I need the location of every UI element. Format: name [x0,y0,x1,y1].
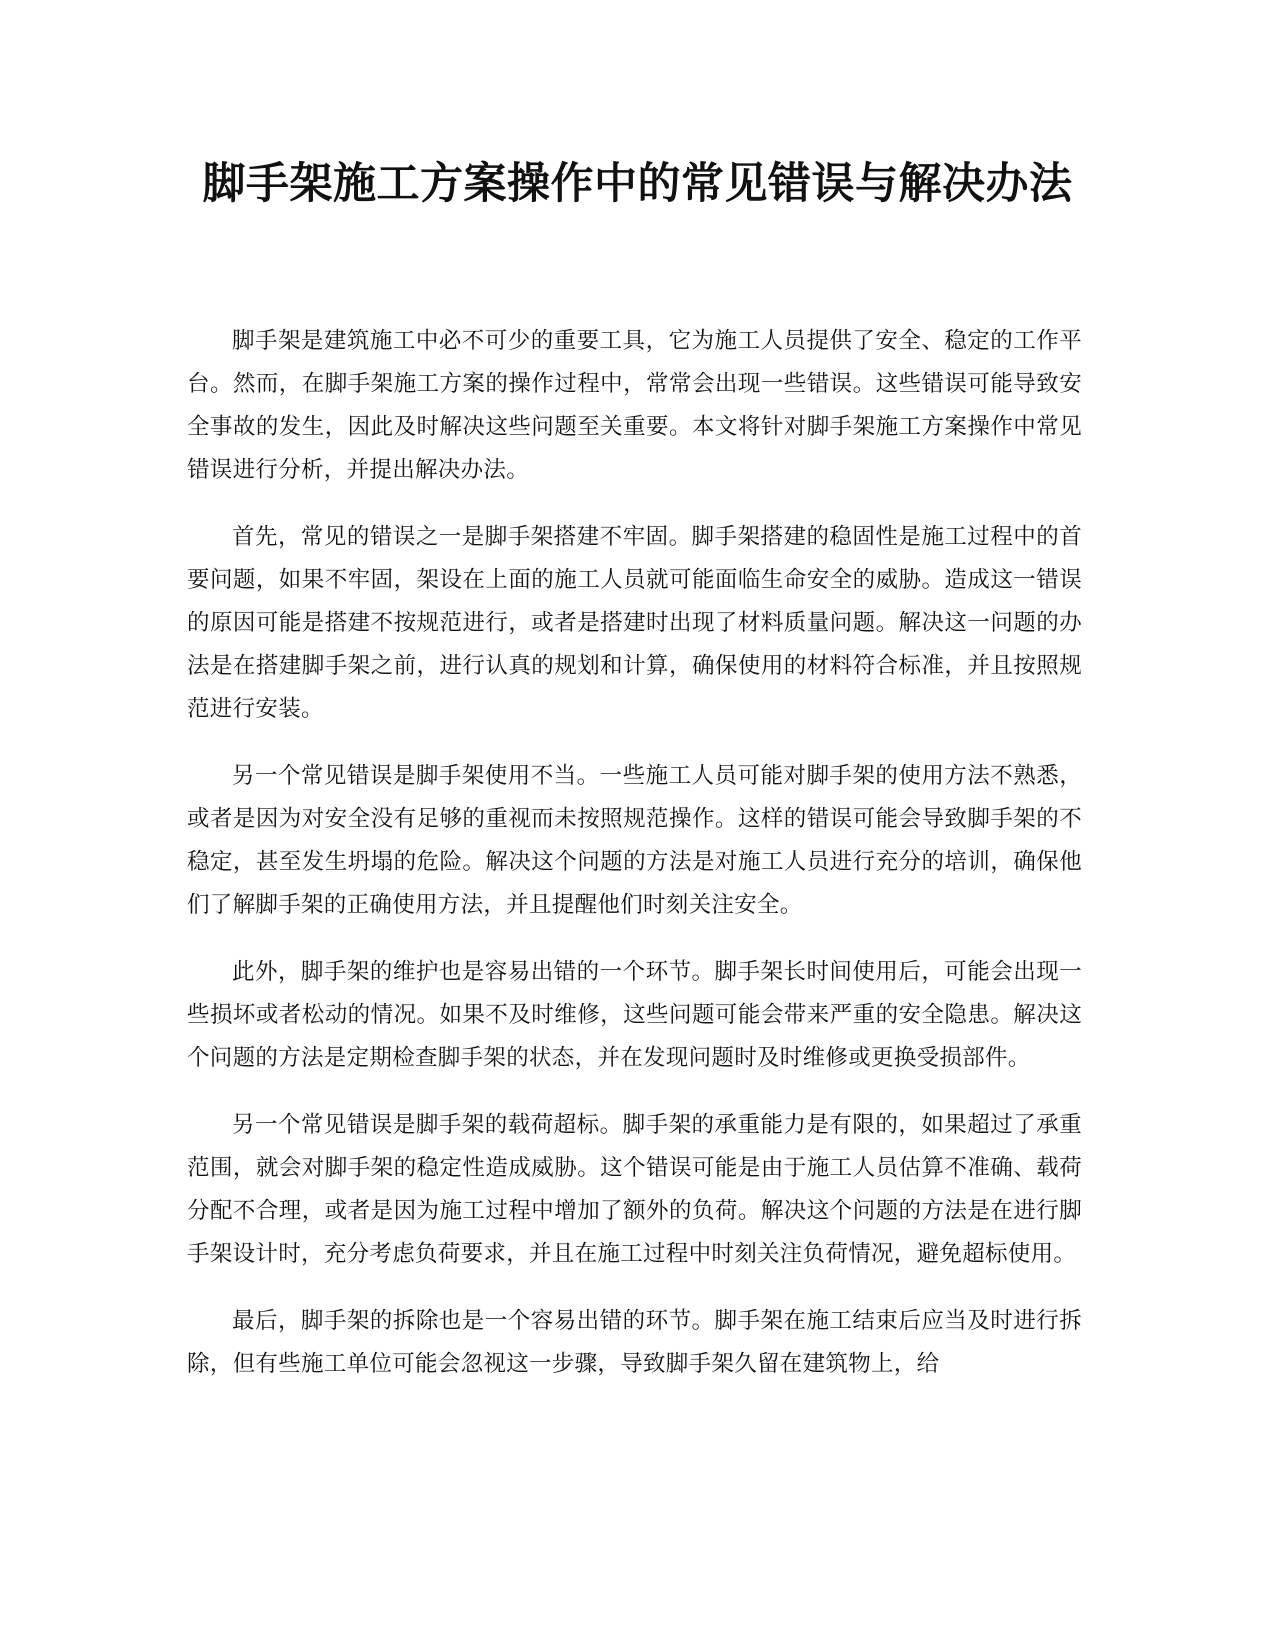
paragraph-improper-use: 另一个常见错误是脚手架使用不当。一些施工人员可能对脚手架的使用方法不熟悉，或者是因为对安全没有足够的重视而未按照规范操作。这样的错误可能会导致脚手架的不稳定，甚至发生坍塌的危险。解决这个问题的方法是对施工人员进行充分的培训，确保他们了解脚手架的正确使用方法，并且提醒他们时刻关注安全。 [187,763,1082,918]
paragraph-maintenance: 此外，脚手架的维护也是容易出错的一个环节。脚手架长时间使用后，可能会出现一些损坏或者松动的情况。如果不及时维修，这些问题可能会带来严重的安全隐患。解决这个问题的方法是定期检查脚手架的状态，并在发现问题时及时维修或更换受损部件。 [187,959,1082,1071]
paragraph-dismantling: 最后，脚手架的拆除也是一个容易出错的环节。脚手架在施工结束后应当及时进行拆除，但有些施工单位可能会忽视这一步骤，导致脚手架久留在建筑物上，给 [187,1308,1082,1377]
paragraph-intro: 脚手架是建筑施工中必不可少的重要工具，它为施工人员提供了安全、稳定的工作平台。然而，在脚手架施工方案的操作过程中，常常会出现一些错误。这些错误可能导致安全事故的发生，因此及时解决这些问题至关重要。本文将针对脚手架施工方案操作中常见错误进行分析，并提出解决办法。 [187,328,1082,483]
document-body [187,320,1082,1410]
paragraph-overload: 另一个常见错误是脚手架的载荷超标。脚手架的承重能力是有限的，如果超过了承重范围，就会对脚手架的稳定性造成威胁。这个错误可能是由于施工人员估算不准确、载荷分配不合理，或者是因为施工过程中增加了额外的负荷。解决这个问题的方法是在进行脚手架设计时，充分考虑负荷要求，并且在施工过程中时刻关注负荷情况，避免超标使用。 [187,1112,1082,1267]
document-title: 脚手架施工方案操作中的常见错误与解决办法 [202,159,1073,209]
paragraph-unstable-erection: 首先，常见的错误之一是脚手架搭建不牢固。脚手架搭建的稳固性是施工过程中的首要问题，如果不牢固，架设在上面的施工人员就可能面临生命安全的威胁。造成这一错误的原因可能是搭建不按规范进行，或者是搭建时出现了材料质量问题。解决这一问题的办法是在搭建脚手架之前，进行认真的规划和计算，确保使用的材料符合标准，并且按照规范进行安装。 [187,524,1082,722]
